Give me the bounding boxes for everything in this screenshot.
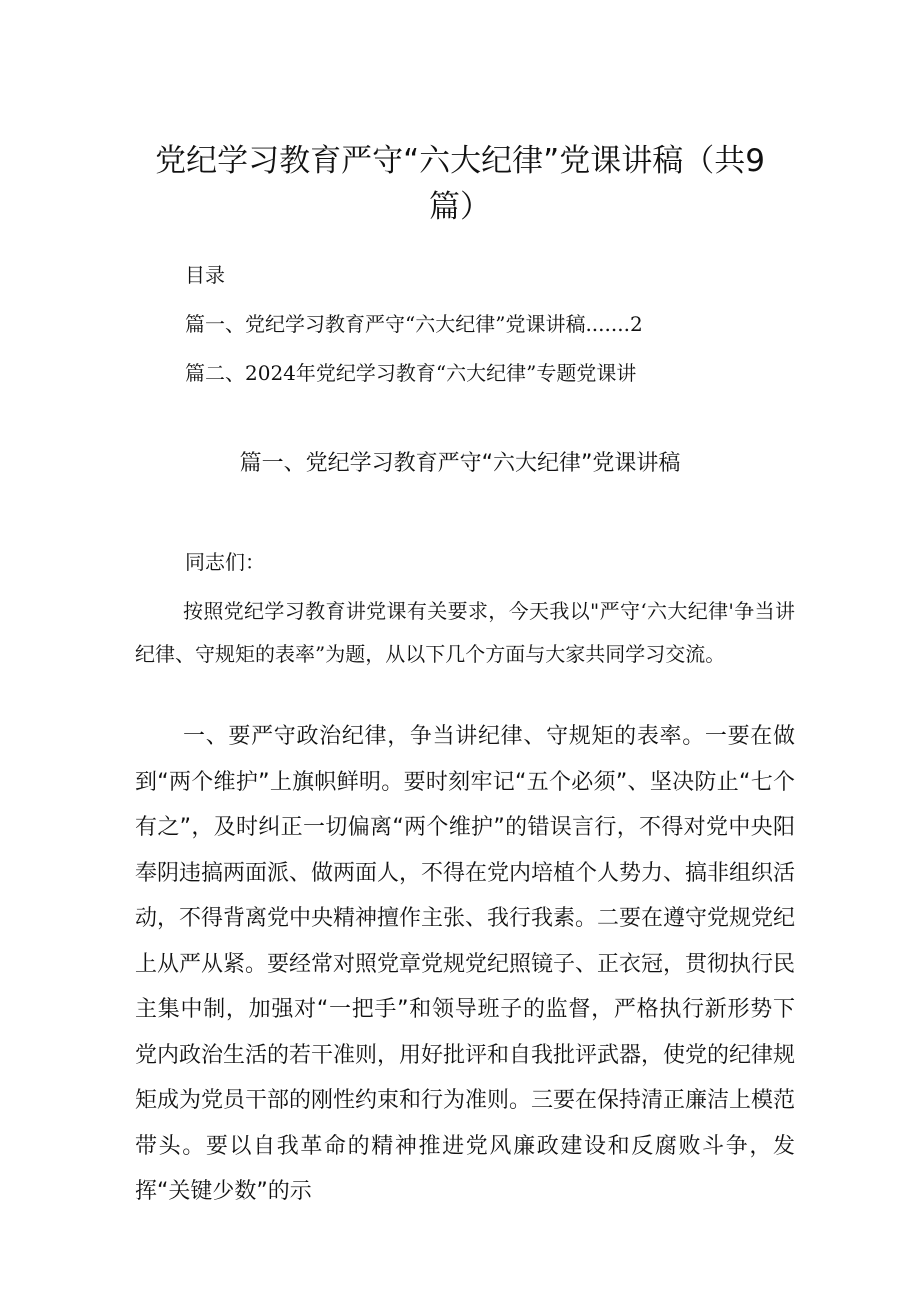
toc-heading: 目录 — [185, 263, 225, 287]
document-title: 党纪学习教育严守“六大纪律”党课讲稿（共9篇） — [155, 143, 765, 225]
salutation: 同志们： — [185, 550, 265, 574]
toc-item[interactable]: 篇二、2024年党纪学习教育“六大纪律”专题党课讲 — [185, 361, 637, 385]
body-paragraph: 一、要严守政治纪律，争当讲纪律、守规矩的表率。一要在做到“两个维护”上旗帜鲜明。要时刻牢记“五个必须”、坚决防止“七个有之”，及时纠正一切偏离“两个维护”的错误言行，不得对党中央阳奉阴违搞两面派、做两面人，不得在党内培植个人势力、搞非组织活动，不得背离党中央精神擅作主张、我行我素。二要在遵守党规党纪上从严从紧。要经常对照党章党规党纪照镜子、正衣冠，贯彻执行民主集中制，加强对“一把手”和领导班子的监督，严格执行新形势下党内政治生活的若干准则，用好批评和自我批评武器，使党的纪律规矩成为党员干部的刚性约束和行为准则。三要在保持清正廉洁上模范带头。要以自我革命的精神推进党风廉政建设和反腐败斗争，发挥“关键少数”的示 — [135, 724, 796, 1204]
intro-paragraph: 按照党纪学习教育讲党课有关要求，今天我以"严守‘六大纪律'争当讲纪律、守规矩的表率”为题，从以下几个方面与大家共同学习交流。 — [135, 599, 795, 666]
toc-item[interactable]: 篇一、党纪学习教育严守“六大纪律”党课讲稿.......2 — [185, 312, 643, 336]
section-heading: 篇一、党纪学习教育严守“六大纪律”党课讲稿 — [239, 451, 681, 476]
